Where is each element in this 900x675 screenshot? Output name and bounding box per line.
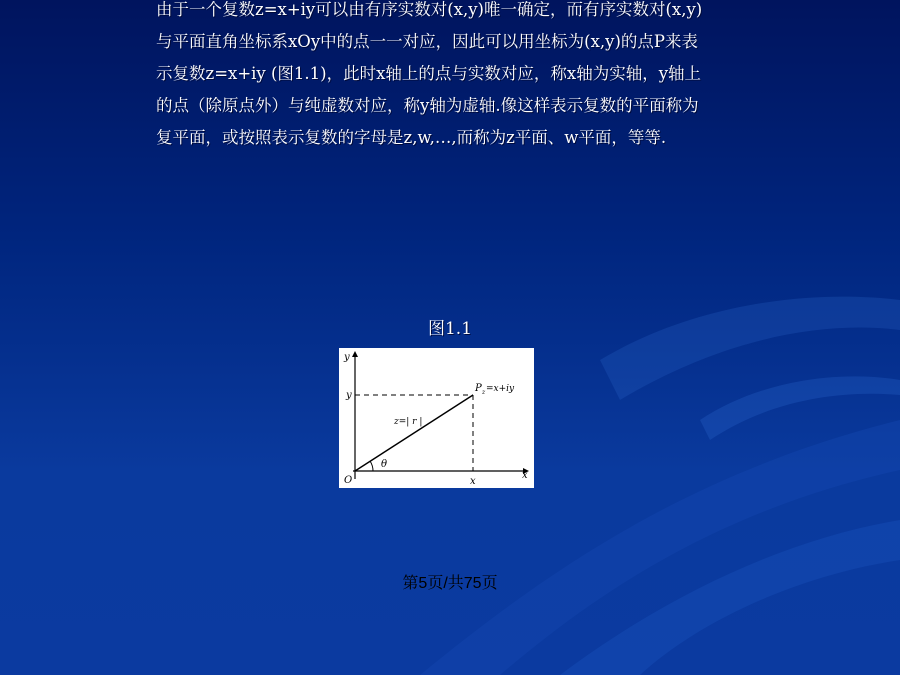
paragraph-line: 复平面，或按照表示复数的字母是z,w,…,而称为z平面、w平面，等等. [156,128,667,147]
point-label: P [475,383,482,394]
point-subscript: z [482,389,486,396]
vector-line [355,395,473,471]
paragraph-line: 的点（除原点外）与纯虚数对应，称y轴为虚轴.像这样表示复数的平面称为 [156,96,699,115]
origin-label: O [344,475,353,486]
y-tick-label: y [346,390,352,401]
modulus-label: z=| r | [394,417,423,427]
paragraph-line: 与平面直角坐标系xOy中的点一一对应，因此可以用坐标为(x,y)的点P来表 [156,32,699,51]
complex-plane-diagram [339,348,534,488]
angle-label: θ [381,459,388,470]
page-number: 第5页/共75页 [402,575,498,592]
y-axis-label: y [344,352,350,363]
complex-plane-figure [339,348,534,488]
y-axis-arrow [352,351,358,357]
paragraph-line: 示复数z=x+iy (图1.1)，此时x轴上的点与实数对应，称x轴为实轴，y轴上 [156,64,702,83]
body-paragraph [156,0,756,154]
paragraph-line: 由于一个复数z=x+iy可以由有序实数对(x,y)唯一确定，而有序实数对(x,y) [156,0,703,19]
angle-arc [370,461,373,471]
point-equation: =x+iy [486,384,515,394]
figure-caption: 图1.1 [427,319,473,339]
x-tick-label: x [470,476,476,487]
x-axis-label: x [522,470,528,481]
